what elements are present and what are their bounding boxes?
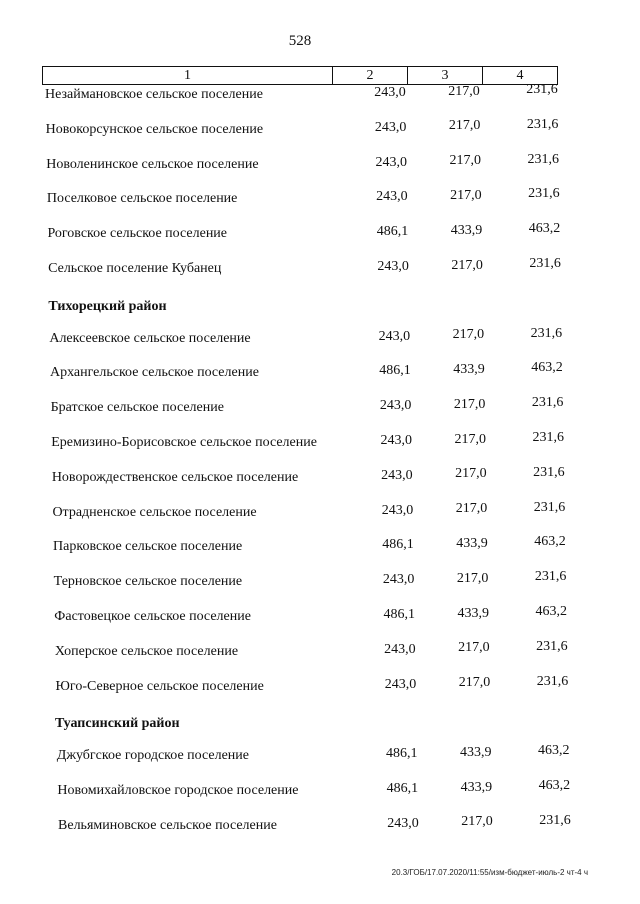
table-row (0, 534, 640, 559)
cell-col-4: 231,6 (532, 430, 564, 445)
cell-col-2: 243,0 (378, 328, 411, 344)
row-name: Терновское сельское поселение (53, 574, 243, 590)
table-row (0, 638, 640, 664)
cell-col-4: 463,2 (538, 778, 571, 793)
row-name: Алексеевское сельское поселение (49, 330, 251, 346)
cell-col-4: 231,6 (536, 673, 569, 689)
cell-col-3: 217,0 (456, 570, 489, 586)
row-name: Архангельское сельское поселение (49, 365, 259, 381)
table-row (0, 430, 640, 455)
cell-col-4: 463,2 (531, 360, 563, 376)
cell-col-2: 243,0 (375, 154, 407, 170)
row-name: Парковское сельское поселение (53, 539, 243, 555)
cell-col-2: 243,0 (384, 676, 417, 692)
row-name: Отрадненское сельское поселение (52, 504, 257, 520)
row-name: Новорождественское сельское поселение (51, 469, 299, 485)
cell-col-4: 463,2 (538, 743, 570, 759)
cell-col-3: 217,0 (451, 257, 483, 273)
cell-col-3: 433,9 (456, 535, 488, 551)
cell-col-4: 231,6 (539, 812, 571, 828)
cell-col-4: 231,6 (533, 499, 566, 515)
cell-col-2: 243,0 (379, 398, 412, 414)
cell-col-4: 231,6 (526, 116, 559, 132)
row-name: Еремизино-Борисовское сельское поселение (51, 435, 317, 450)
section-title: Туапсинский район (55, 716, 180, 732)
table-row (0, 778, 640, 803)
cell-col-2: 486,1 (383, 607, 416, 622)
row-name: Юго-Северное сельское поселение (55, 678, 264, 694)
row-name: Фастовецкое сельское поселение (54, 609, 251, 624)
row-name: Новомихайловское городское поселение (57, 783, 299, 798)
cell-col-4: 463,2 (535, 604, 568, 619)
row-name: Джубгское городское поселение (56, 748, 249, 764)
cell-col-3: 217,0 (458, 675, 491, 691)
table-row (0, 569, 640, 594)
table-row (0, 221, 640, 246)
cell-col-4: 231,6 (530, 325, 563, 341)
section-heading (0, 713, 640, 733)
section-heading (0, 296, 640, 316)
table-row (0, 82, 640, 107)
cell-col-3: 217,0 (455, 501, 488, 517)
cell-col-4: 463,2 (534, 534, 566, 550)
table-row (0, 499, 640, 525)
header-col-2: 2 (333, 67, 408, 84)
table-row (0, 151, 640, 177)
cell-col-3: 217,0 (450, 187, 482, 203)
header-col-4: 4 (516, 68, 524, 83)
cell-col-3: 217,0 (458, 640, 490, 656)
cell-col-3: 217,0 (453, 396, 486, 412)
cell-col-2: 486,1 (386, 781, 419, 796)
row-name: Новокорсунское сельское поселение (45, 121, 264, 137)
row-name: Сельское поселение Кубанец (48, 261, 222, 276)
cell-col-2: 486,1 (382, 537, 414, 553)
cell-col-2: 243,0 (382, 572, 415, 588)
cell-col-2: 486,1 (379, 363, 411, 379)
table-row (0, 395, 640, 420)
cell-col-3: 217,0 (448, 118, 481, 134)
cell-col-3: 217,0 (454, 431, 486, 447)
cell-col-3: 217,0 (452, 327, 485, 343)
row-name: Поселковое сельское поселение (46, 191, 238, 207)
cell-col-2: 243,0 (377, 259, 409, 274)
cell-col-4: 231,6 (529, 256, 561, 271)
cell-col-4: 463,2 (528, 221, 561, 237)
cell-col-4: 231,6 (528, 186, 560, 202)
cell-col-2: 486,1 (376, 224, 409, 240)
cell-col-2: 243,0 (381, 467, 413, 483)
cell-col-2: 243,0 (387, 815, 419, 831)
table-row (0, 812, 640, 838)
cell-col-2: 243,0 (374, 85, 406, 100)
footer-stamp: 20.3/ГОБ/17.07.2020/11:55/изм-бюджет-июль-2 чт-4 ч (391, 868, 588, 877)
cell-col-4: 231,6 (531, 395, 564, 411)
cell-col-3: 433,9 (460, 744, 492, 760)
row-name: Незаймановское сельское поселение (45, 87, 263, 102)
cell-col-3: 433,9 (450, 222, 483, 238)
cell-col-4: 231,6 (536, 638, 568, 654)
cell-col-2: 486,1 (386, 746, 418, 762)
cell-col-3: 433,9 (453, 361, 485, 377)
cell-col-2: 243,0 (380, 433, 412, 448)
cell-col-3: 217,0 (449, 153, 481, 169)
row-name: Новоленинское сельское поселение (46, 156, 259, 172)
row-name: Хоперское сельское поселение (54, 643, 239, 659)
row-name: Роговское сельское поселение (47, 226, 228, 242)
section-title: Тихорецкий район (48, 298, 167, 314)
table-row (0, 116, 640, 142)
cell-col-3: 217,0 (461, 814, 493, 830)
cell-col-3: 433,9 (457, 605, 490, 621)
header-col-1: 1 (43, 67, 333, 84)
header-col-3: 3 (408, 67, 483, 84)
row-name: Братское сельское поселение (50, 400, 224, 416)
cell-col-2: 243,0 (381, 502, 414, 518)
table-row (0, 743, 640, 768)
table-row (0, 604, 640, 629)
cell-col-4: 231,6 (534, 569, 567, 585)
cell-col-3: 433,9 (460, 779, 493, 795)
table-row (0, 673, 640, 699)
row-name: Вельяминовское сельское поселение (58, 817, 277, 833)
table-row (0, 256, 640, 281)
cell-col-4: 231,6 (533, 464, 565, 480)
page-number: 528 (288, 33, 312, 49)
cell-col-2: 243,0 (374, 119, 407, 135)
cell-col-3: 217,0 (448, 83, 480, 99)
cell-col-4: 231,6 (526, 82, 558, 97)
table-row (0, 325, 640, 351)
cell-col-2: 243,0 (376, 189, 408, 205)
table-row (0, 360, 640, 385)
cell-col-4: 231,6 (527, 151, 559, 167)
table-row (0, 186, 640, 211)
table-row (0, 464, 640, 490)
cell-col-2: 243,0 (384, 641, 416, 657)
cell-col-3: 217,0 (455, 466, 487, 482)
